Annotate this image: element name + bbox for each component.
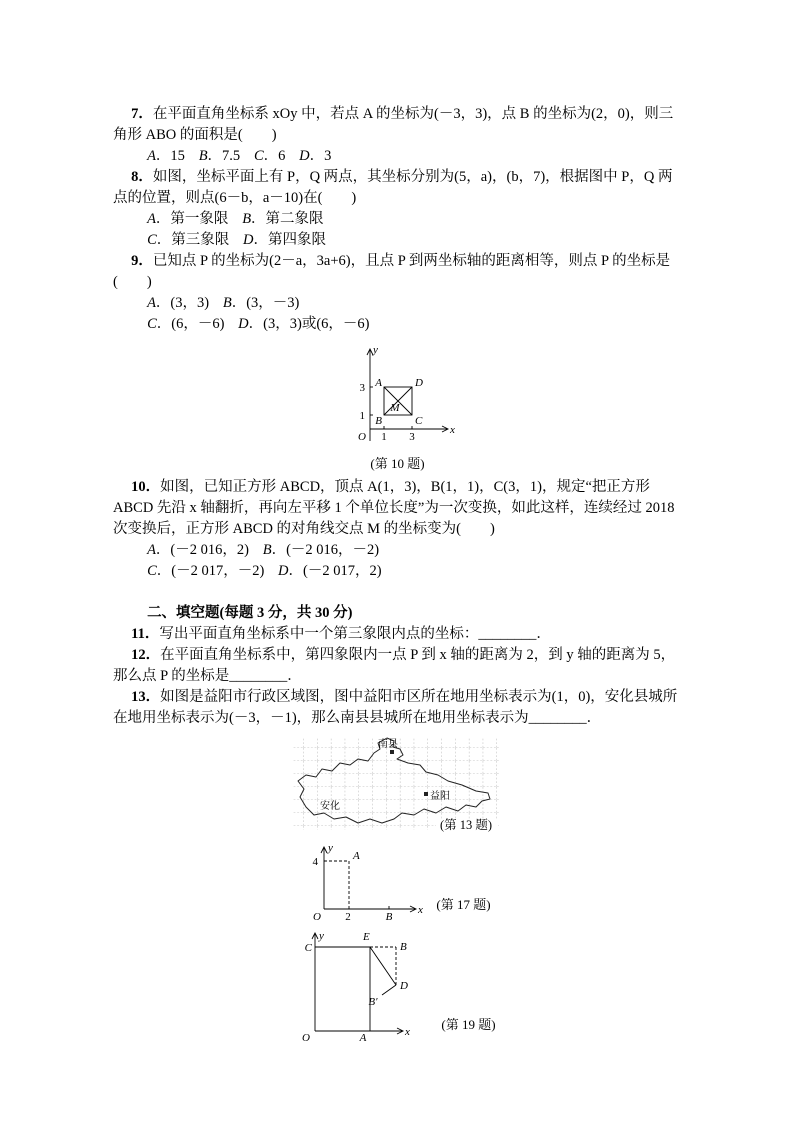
problem-11-stem: 写出平面直角坐标系中一个第三象限内点的坐标：________． xyxy=(159,626,551,642)
option-text: ．(－2 017，－2) xyxy=(156,563,265,579)
problem-8-options-row1 xyxy=(147,209,682,230)
problem-12-number: 12． xyxy=(131,647,161,663)
map-label-yiyang: 益阳 xyxy=(430,791,450,802)
point-d-label: D xyxy=(400,980,409,992)
figure-q17-caption: (第 17 题) xyxy=(436,897,491,912)
option-letter: A xyxy=(147,148,156,164)
y-tick-4: 4 xyxy=(312,856,319,868)
option-text: ．(－2 017，2) xyxy=(288,563,382,579)
option-text: ．(6，－6) xyxy=(156,316,225,332)
point-e-label: E xyxy=(363,931,371,943)
option-a xyxy=(147,295,209,311)
problem-7-stem: 在平面直角坐标系 xOy 中，若点 A 的坐标为(－3，3)，点 B 的坐标为(2，0)，则三角形 ABO 的面积是( ) xyxy=(113,106,674,143)
problem-11 xyxy=(113,624,682,645)
option-c xyxy=(254,148,285,164)
option-text: ．7.5 xyxy=(207,148,241,164)
problem-7-options xyxy=(147,146,682,167)
point-b-prime-label: B′ xyxy=(368,996,378,1008)
problem-10 xyxy=(113,477,682,540)
x-tick-1: 1 xyxy=(380,431,387,443)
origin-label: O xyxy=(313,911,322,923)
problem-9-options-row2 xyxy=(147,314,682,335)
option-letter: D xyxy=(299,148,310,164)
figure-q19-fold-plot xyxy=(299,929,433,1045)
x-axis-label: x xyxy=(418,904,424,916)
problem-7-number: 7． xyxy=(131,106,153,122)
option-text: ．第一象限 xyxy=(155,211,229,227)
option-c xyxy=(147,563,264,579)
figure-q13-district-map xyxy=(290,735,505,837)
figure-q10-coordinate-plot xyxy=(338,341,458,453)
option-d xyxy=(243,232,326,248)
point-b-label: B xyxy=(386,911,393,923)
option-a xyxy=(147,211,228,227)
problem-9 xyxy=(113,251,682,293)
option-letter: C xyxy=(147,316,157,332)
option-text: ．(3，－3) xyxy=(231,295,300,311)
section-2-header: 二、填空题(每题 3 分，共 30 分) xyxy=(147,605,353,621)
figure-q19-caption: (第 19 题) xyxy=(441,1017,496,1032)
x-tick-3: 3 xyxy=(408,431,415,443)
map-grid xyxy=(292,737,499,830)
option-text: ．(－2 016，2) xyxy=(155,542,249,558)
option-a xyxy=(147,148,185,164)
option-text: ．(3，3) xyxy=(155,295,210,311)
option-letter: B xyxy=(222,295,232,311)
option-text: ．第三象限 xyxy=(156,232,230,248)
option-text: ．第二象限 xyxy=(251,211,324,227)
option-letter: B xyxy=(242,211,252,227)
y-tick-1: 1 xyxy=(359,410,365,422)
option-letter: D xyxy=(278,563,289,579)
y-tick-3: 3 xyxy=(359,382,365,394)
option-text: ．15 xyxy=(155,148,185,164)
yiyang-city-marker xyxy=(424,792,428,796)
figure-q10-block xyxy=(113,341,682,474)
problem-10-options-row1 xyxy=(147,540,682,561)
axes xyxy=(367,349,448,441)
option-b xyxy=(263,542,379,558)
option-letter: A xyxy=(147,542,156,558)
option-text: ．3 xyxy=(309,148,332,164)
option-letter: C xyxy=(147,232,157,248)
problem-8-options-row2 xyxy=(147,230,682,251)
option-text: ．6 xyxy=(263,148,286,164)
point-c-label: C xyxy=(305,942,313,954)
option-letter: C xyxy=(147,563,157,579)
x-axis-label: x xyxy=(405,1026,411,1038)
problem-9-options-row1 xyxy=(147,293,682,314)
solid-segments xyxy=(315,947,396,1031)
option-text: ．(3，3)或(6，－6) xyxy=(248,316,370,332)
point-b-label: B xyxy=(374,415,382,427)
dashed-guides xyxy=(324,861,349,909)
option-a xyxy=(147,542,249,558)
y-axis-label: y xyxy=(328,842,334,854)
option-letter: A xyxy=(147,295,156,311)
point-a-label: A xyxy=(374,377,382,389)
problem-13-number: 13． xyxy=(131,689,161,705)
option-text: ．第四象限 xyxy=(253,232,326,248)
origin-label: O xyxy=(357,431,366,443)
option-b xyxy=(242,211,323,227)
option-b xyxy=(223,295,300,311)
problem-7 xyxy=(113,104,682,146)
problem-13-stem: 如图是益阳市行政区域图，图中益阳市区所在地用坐标表示为(1，0)，安化县城所在地用坐标表示为(－3，－1)，那么南县县城所在地用坐标表示为________． xyxy=(113,689,678,726)
x-tick-2: 2 xyxy=(345,911,352,923)
problem-8-stem: 如图，坐标平面上有 P，Q 两点，其坐标分别为(5，a)，(b，7)，根据图中 P，Q 两点的位置，则点(6－b，a－10)在( ) xyxy=(113,169,673,206)
problem-10-stem: 如图，已知正方形 ABCD，顶点 A(1，3)，B(1，1)，C(3，1)，规定“把正方形 ABCD 先沿 x 轴翻折，再向左平移 1 个单位长度”为一次变换，如此这样，连续经过 2018 次变换后，正方形 ABCD 的对角线交点 M 的坐标变为( ) xyxy=(113,479,675,537)
x-axis-label: x xyxy=(449,424,455,436)
figure-q10-caption: (第 10 题) xyxy=(370,456,425,471)
figure-q17-block xyxy=(113,841,682,925)
point-c-label: C xyxy=(414,415,422,427)
option-b xyxy=(199,148,240,164)
point-d-label: D xyxy=(414,377,423,389)
point-b-label: B xyxy=(400,941,408,953)
problem-13 xyxy=(113,687,682,729)
map-label-anhua: 安化 xyxy=(320,801,340,812)
axes xyxy=(321,847,416,912)
option-text: ．(－2 016，－2) xyxy=(271,542,380,558)
option-letter: C xyxy=(253,148,264,164)
figure-q13-block xyxy=(113,735,682,837)
option-letter: B xyxy=(262,542,272,558)
option-d xyxy=(278,563,382,579)
option-c xyxy=(147,232,229,248)
y-axis-label: y xyxy=(319,930,325,942)
origin-label: O xyxy=(302,1032,311,1044)
point-a-label: A xyxy=(360,1032,367,1044)
figure-q19-block xyxy=(113,929,682,1045)
problem-10-options-row2 xyxy=(147,561,682,582)
problem-9-stem: 已知点 P 的坐标为(2－a，3a+6)，且点 P 到两坐标轴的距离相等，则点 P 的坐标是( ) xyxy=(113,253,671,290)
point-m-label: M xyxy=(389,402,400,414)
option-letter: D xyxy=(238,316,249,332)
problem-11-number: 11． xyxy=(131,626,160,642)
problem-12 xyxy=(113,645,682,687)
option-letter: B xyxy=(198,148,208,164)
problem-10-number: 10． xyxy=(131,479,161,495)
option-letter: A xyxy=(147,211,156,227)
nanxian-city-marker xyxy=(390,750,394,754)
option-d xyxy=(238,316,369,332)
option-d xyxy=(299,148,331,164)
option-letter: D xyxy=(243,232,254,248)
problem-12-stem: 在平面直角坐标系中，第四象限内一点 P 到 x 轴的距离为 2，到 y 轴的距离为 5，那么点 P 的坐标是________． xyxy=(113,647,676,684)
y-axis-label: y xyxy=(372,344,378,356)
point-a-label: A xyxy=(353,850,361,862)
axes xyxy=(312,933,403,1034)
option-c xyxy=(147,316,224,332)
problem-9-number: 9． xyxy=(131,253,153,269)
figure-q17-coordinate-plot xyxy=(304,841,428,925)
problem-8-number: 8． xyxy=(131,169,153,185)
figure-q13-caption: (第 13 题) xyxy=(440,818,493,832)
map-label-nanxian: 南县 xyxy=(378,739,398,750)
problem-8 xyxy=(113,167,682,209)
